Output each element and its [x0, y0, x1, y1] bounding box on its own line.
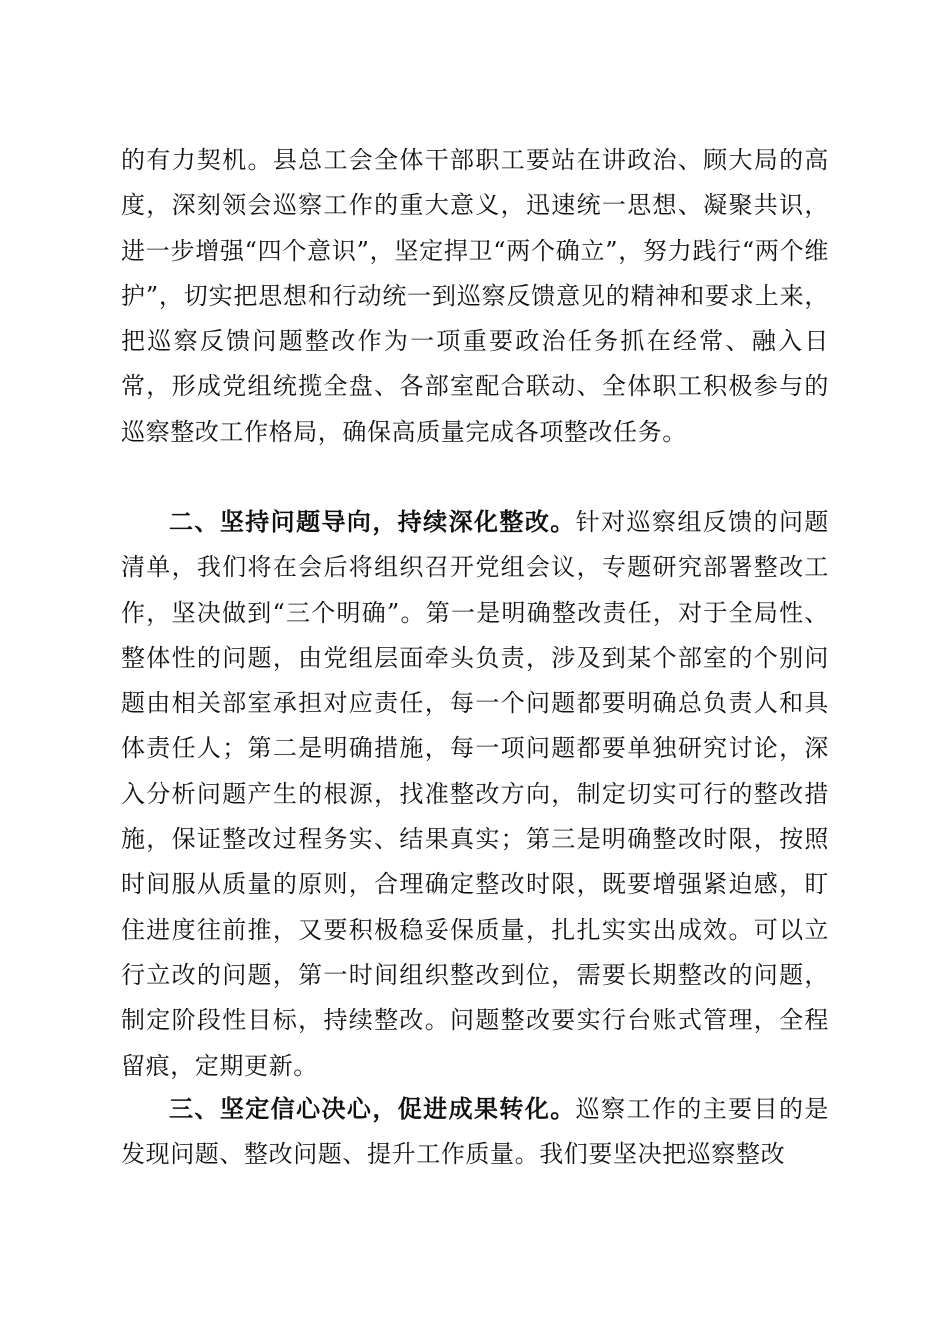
paragraph-section-three: [121, 1087, 829, 1178]
section-heading: 三、坚定信心决心，促进成果转化。: [169, 1095, 576, 1123]
section-three: [121, 1087, 829, 1178]
paragraph-text: 针对巡察组反馈的问题清单，我们将在会后将组织召开党组会议，专题研究部署整改工作，坚决做到“三个明确”。第一是明确整改责任，对于全局性、整体性的问题，由党组层面牵头负责，涉及到某个部室的个别问题由相关部室承担对应责任，每一个问题都要明确总负责人和具体责任人；第二是明确措施，每一项问题都要单独研究讨论，深入分析问题产生的根源，找准整改方向，制定切实可行的整改措施，保证整改过程务实、结果真实；第三是明确整改时限，按照时间服从质量的原则，合理确定整改时限，既要增强紧迫感，盯住进度往前推，又要积极稳妥保质量，扎扎实实出成效。可以立行立改的问题，第一时间组织整改到位，需要长期整改的问题，制定阶段性目标，持续整改。问题整改要实行台账式管理，全程留痕，定期更新。: [121, 508, 829, 1080]
body-text: [121, 138, 829, 455]
section-heading: 二、坚持问题导向，持续深化整改。: [169, 508, 576, 536]
paragraph-continuation: [121, 138, 829, 455]
paragraph-section-two: [121, 500, 829, 1089]
paragraph-text: 巡察工作的主要目的是发现问题、整改问题、提升工作质量。我们要坚决把巡察整改: [121, 1095, 829, 1169]
section-two: [121, 500, 829, 1089]
paragraph-text: 的有力契机。县总工会全体干部职工要站在讲政治、顾大局的高度，深刻领会巡察工作的重大意义，迅速统一思想、凝聚共识，进一步增强“四个意识”，坚定捍卫“两个确立”，努力践行“两个维护”，切实把思想和行动统一到巡察反馈意见的精神和要求上来，把巡察反馈问题整改作为一项重要政治任务抓在经常、融入日常，形成党组统揽全盘、各部室配合联动、全体职工积极参与的巡察整改工作格局，确保高质量完成各项整改任务。: [121, 146, 829, 446]
